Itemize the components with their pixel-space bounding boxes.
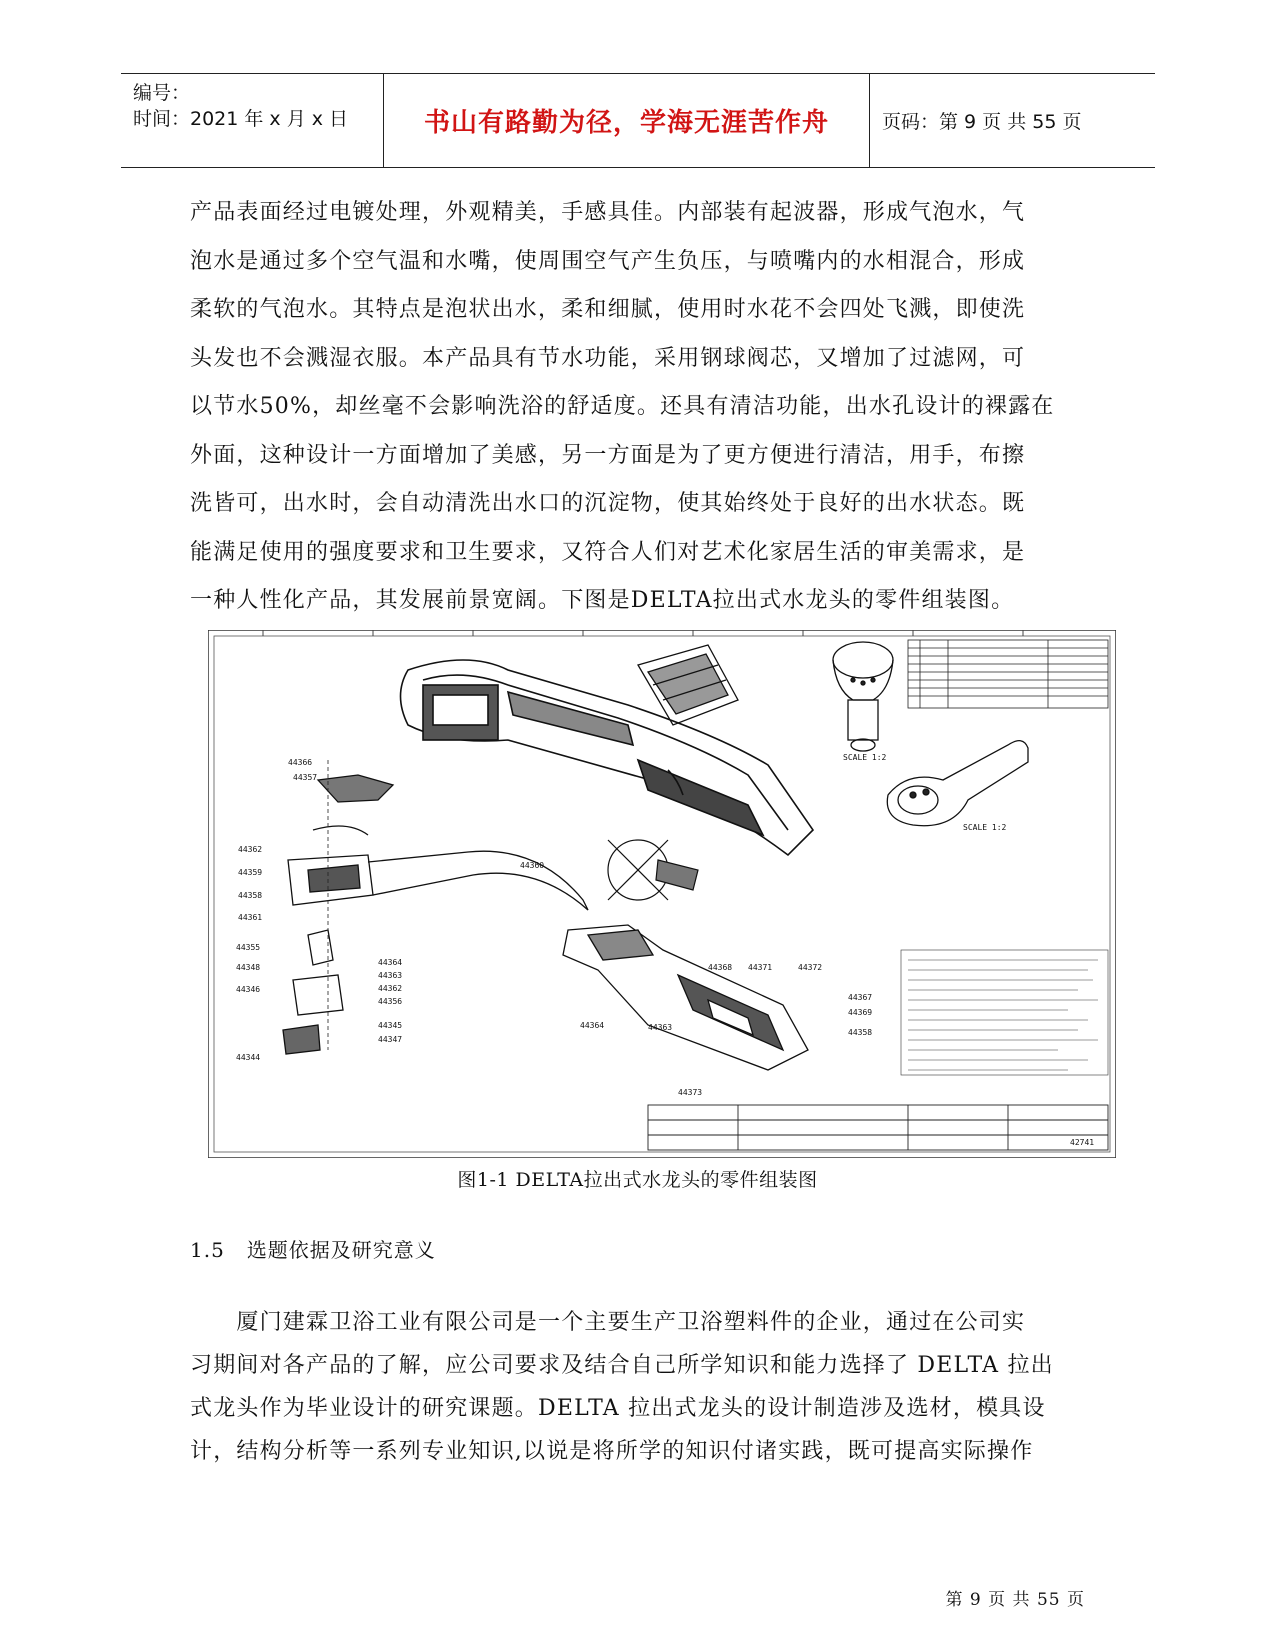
header-meta — [121, 74, 383, 167]
number-label: 编号： — [133, 82, 191, 104]
assembly-drawing — [208, 630, 1116, 1158]
svg-text:44345: 44345 — [378, 1021, 403, 1030]
section-title: 选题依据及研究意义 — [246, 1238, 436, 1262]
svg-text:44346: 44346 — [236, 985, 261, 994]
paragraph-line: 一种人性化产品，其发展前景宽阔。下图是DELTA拉出式水龙头的零件组装图。 — [190, 588, 1015, 613]
paragraph-background — [190, 1301, 1090, 1473]
svg-text:SCALE 1:2: SCALE 1:2 — [843, 753, 887, 762]
paragraph-line: 柔软的气泡水。其特点是泡状出水，柔和细腻，使用时水花不会四处飞溅，即使洗 — [190, 297, 1026, 322]
svg-text:44361: 44361 — [238, 913, 263, 922]
svg-text:44367: 44367 — [848, 993, 873, 1002]
paragraph-line: 厦门建霖卫浴工业有限公司是一个主要生产卫浴塑料件的企业，通过在公司实 — [190, 1310, 1026, 1335]
paragraph-line: 能满足使用的强度要求和卫生要求，又符合人们对艺术化家居生活的审美需求，是 — [190, 539, 1026, 565]
svg-text:44364: 44364 — [580, 1021, 605, 1030]
svg-text:44362: 44362 — [378, 984, 403, 993]
svg-text:44363: 44363 — [648, 1023, 673, 1032]
section-heading — [190, 1234, 436, 1263]
svg-text:44369: 44369 — [848, 1008, 873, 1017]
svg-text:44357: 44357 — [293, 773, 318, 782]
paragraph-line: 习期间对各产品的了解，应公司要求及结合自己所学知识和能力选择了 DELTA 拉出 — [190, 1353, 1054, 1378]
paragraph-line: 式龙头作为毕业设计的研究课题。DELTA 拉出式龙头的设计制造涉及选材，模具设 — [190, 1396, 1046, 1421]
header-motto: 书山有路勤为径，学海无涯苦作舟 — [423, 108, 829, 138]
header-page-cell — [870, 74, 1155, 167]
paragraph-line: 头发也不会溅湿衣服。本产品具有节水功能，采用钢球阀芯，又增加了过滤网，可 — [190, 345, 1026, 371]
page-header — [121, 73, 1155, 168]
svg-text:44359: 44359 — [238, 868, 263, 877]
svg-text:44347: 44347 — [378, 1035, 403, 1044]
svg-text:44358: 44358 — [238, 891, 263, 900]
figure-caption: 图1-1 DELTA拉出式水龙头的零件组装图 — [457, 1169, 818, 1191]
svg-text:44344: 44344 — [236, 1053, 261, 1062]
svg-text:44364: 44364 — [378, 958, 403, 967]
svg-text:44373: 44373 — [678, 1088, 703, 1097]
svg-text:44372: 44372 — [798, 963, 823, 972]
header-page-code: 页码：第 9 页 共 55 页 — [882, 111, 1082, 133]
svg-text:44363: 44363 — [378, 971, 403, 980]
svg-text:44371: 44371 — [748, 963, 773, 972]
assembly-drawing-svg — [208, 630, 1116, 1158]
svg-text:44358: 44358 — [848, 1028, 873, 1037]
svg-text:SCALE 1:2: SCALE 1:2 — [963, 823, 1007, 832]
svg-text:44360: 44360 — [520, 861, 545, 870]
svg-text:42741: 42741 — [1070, 1138, 1095, 1147]
paragraph-line: 以节水50%，却丝毫不会影响洗浴的舒适度。还具有清洁功能，出水孔设计的裸露在 — [190, 394, 1055, 419]
paragraph-intro — [190, 189, 1090, 626]
svg-text:44348: 44348 — [236, 963, 261, 972]
svg-text:44368: 44368 — [708, 963, 733, 972]
page-footer: 第 9 页 共 55 页 — [945, 1590, 1085, 1610]
paragraph-line: 产品表面经过电镀处理，外观精美，手感具佳。内部装有起波器，形成气泡水，气 — [190, 200, 1026, 225]
svg-text:44362: 44362 — [238, 845, 263, 854]
section-number: 1.5 — [190, 1238, 225, 1262]
paragraph-line: 外面，这种设计一方面增加了美感，另一方面是为了更方便进行清洁，用手，布擦 — [190, 442, 1026, 468]
time-label: 时间：2021 年 x 月 x 日 — [133, 108, 349, 130]
paragraph-line: 洗皆可，出水时，会自动清洗出水口的沉淀物，使其始终处于良好的出水状态。既 — [190, 491, 1026, 516]
paragraph-line: 泡水是通过多个空气温和水嘴，使周围空气产生负压，与喷嘴内的水相混合，形成 — [190, 248, 1026, 274]
svg-text:44355: 44355 — [236, 943, 261, 952]
svg-text:44366: 44366 — [288, 758, 313, 767]
svg-text:44356: 44356 — [378, 997, 403, 1006]
paragraph-line: 计，结构分析等一系列专业知识,以说是将所学的知识付诸实践，既可提高实际操作 — [190, 1439, 1034, 1464]
header-motto-cell — [383, 74, 870, 167]
